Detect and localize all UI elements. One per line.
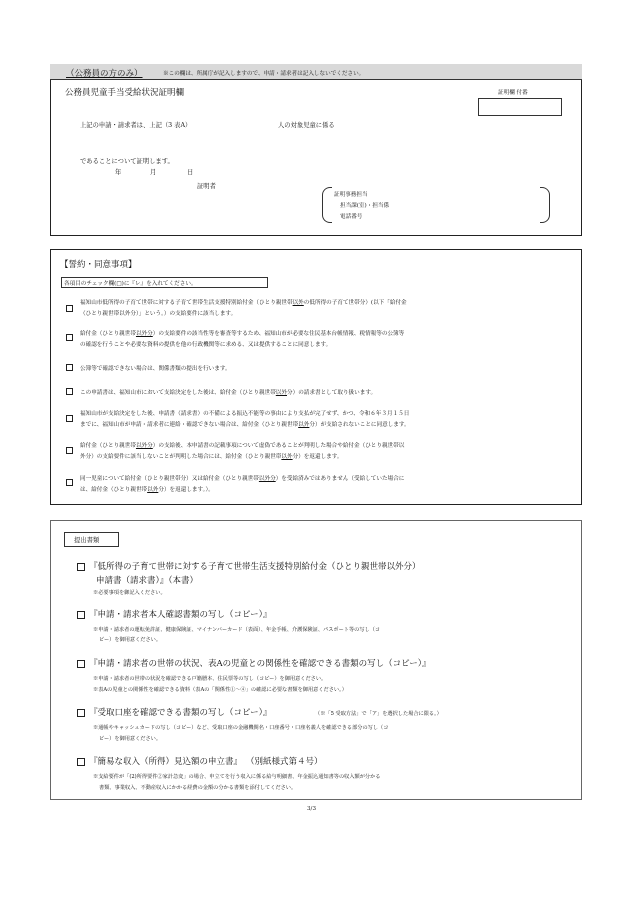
document-checkbox-1[interactable] — [77, 563, 85, 571]
contact-phone: 電話番号 — [340, 214, 363, 220]
document-4-title: 『受取口座を確認できる書類の写し（コピー）』 — [89, 708, 272, 718]
consent-item-7-line2: は、給付金（ひとり親世帯以外分）を返還します。）。 — [80, 487, 214, 493]
official-header-note: ※この欄は、所属庁が記入しますので、申請・請求者は記入しないでください。 — [163, 71, 365, 77]
document-3-note1: ※申請・請求者の世帯の状況を確認できる戸籍謄本、住民票等の写し（コピー）を御用意ください。 — [93, 676, 327, 682]
consent-checkbox-1[interactable] — [66, 305, 73, 312]
page-number: 3/3 — [307, 806, 317, 812]
consent-item-5-line1: 福知山市が支給決定をした後、申請書（請求書）の不備による振込不能等の事由により支払が完了せず、かつ、令和６年３月１５日 — [80, 411, 410, 417]
consent-checkbox-4[interactable] — [66, 388, 73, 395]
date-day-label: 日 — [187, 169, 194, 176]
contact-dept: 担当課(室)・担当係 — [340, 203, 390, 209]
official-header-label: （公務員の方のみ） — [66, 69, 143, 79]
document-3-title: 『申請・請求者の世帯の状況、表Aの児童との関係性を確認できる書類の写し（コピー）』 — [89, 659, 431, 669]
contact-bracket-right — [540, 187, 550, 223]
document-5-title: 『簡易な収入（所得）見込額の申立書』 — [89, 757, 243, 767]
document-4-title-note: （※「5 受取方法」で「ア」を選択した場合に限る。） — [315, 711, 442, 717]
date-year-label: 年 — [115, 169, 122, 176]
consent-checkbox-2[interactable] — [66, 334, 73, 341]
consent-checkbox-6[interactable] — [66, 447, 73, 454]
document-checkbox-4[interactable] — [77, 709, 85, 717]
document-5-title-note: （別紙様式第４号） — [246, 757, 323, 767]
document-2-title: 『申請・請求者本人確認書類の写し（コピー）』 — [89, 610, 272, 620]
consent-instruction: 各項目のチェック欄(□)に『レ』を入れてください。 — [64, 281, 197, 287]
consent-checkbox-3[interactable] — [66, 364, 73, 371]
document-5-note2: 書類、事業収入、不動産収入にかかる経費の金額の分かる書類を添付してください。 — [99, 785, 297, 791]
consent-item-6-line2: 外分）の支給要件に該当しないことが判明した場合には、給付金（ひとり親世帯以外分）を返還します。 — [80, 454, 343, 460]
official-title: 公務員児童手当受給状況証明欄 — [65, 88, 185, 98]
document-4-note1: ※通帳やキャッシュカードの写し（コピー）など、受取口座の金融機関名・口座番号・口座名義人を確認できる部分の写し（コ — [93, 725, 389, 731]
document-1-note: ※必要事項を御記入ください。 — [93, 590, 166, 596]
document-1-title2: 申請書（請求書）』（本書） — [96, 576, 199, 586]
document-2-note1: ※申請・請求者の運転免許証、健康保険証、マイナンバーカード（表面）、年金手帳、介護保険証、パスポート等の写し（コ — [93, 627, 381, 633]
document-checkbox-5[interactable] — [77, 758, 85, 766]
document-2-note2: ピー）を御用意ください。 — [99, 637, 162, 643]
consent-checkbox-5[interactable] — [66, 415, 73, 422]
contact-title: 証明事務担当 — [334, 192, 368, 198]
consent-item-7-line1: 同一児童について給付金（ひとり親世帯分）又は給付金（ひとり親世帯以外分）を受給済みではありません（受給していた場合に — [80, 476, 405, 482]
consent-item-1-line1: 福知山市低所得の子育て世帯に対する子育て世帯生活支援特別給付金（ひとり親世帯以外の低所得の子育て世帯分）(以下「給付金 — [80, 300, 407, 306]
consent-item-4-line1: この申請書は、福知山市において支給決定をした後は、給付金（ひとり親世帯以外分）の請求書として取り扱います。 — [80, 390, 377, 396]
documents-title: 提出書類 — [74, 537, 100, 544]
document-checkbox-2[interactable] — [77, 611, 85, 619]
document-5-note1: ※支給要件が「(2)所得要件②家計急変」の場合、申立てを行う収入に係る給与明細書、年金振込通知書等の収入額が分かる — [93, 774, 381, 780]
consent-item-3-line1: 公簿等で確認できない場合は、関係書類の提出を行います。 — [80, 366, 231, 372]
document-1-title: 『低所得の子育て世帯に対する子育て世帯生活支援特別給付金（ひとり親世帯以外分） — [89, 562, 421, 572]
consent-item-1-line2: （ひとり親世帯以外分）」という。）の支給要件に該当します。 — [80, 311, 237, 317]
document-4-note2: ピー）を御用意ください。 — [99, 736, 162, 742]
document-3-note2: ※表Aの児童との関係性を確認できる資料（表Aの「関係性①～④」の確認に必要な書類を御用意ください。） — [93, 687, 347, 693]
consent-item-5-line2: までに、福知山市が申請・請求者に連絡・確認できない場合は、給付金（ひとり親世帯以外分）が支給されないことに同意します。 — [80, 422, 410, 428]
cert-number-label: 証明欄 付番 — [498, 90, 528, 96]
certifier-label: 証明者 — [197, 183, 216, 190]
contact-bracket-left — [322, 187, 332, 223]
cert-number-field[interactable] — [478, 98, 562, 116]
official-line1-prefix: 上記の申請・請求者は、上記（3 表A） — [80, 122, 192, 129]
official-line1-suffix: 人の対象児童に係る — [278, 122, 335, 129]
document-checkbox-3[interactable] — [77, 660, 85, 668]
consent-item-2-line1: 給付金（ひとり親世帯以外分）の支給要件の該当性等を審査等するため、福知山市が必要な住民基本台帳情報、税情報等の公簿等 — [80, 331, 405, 337]
consent-checkbox-7[interactable] — [66, 479, 73, 486]
consent-item-2-line2: の確認を行うことや必要な資料の提供を他の行政機関等に求める、又は提供することに同意します。 — [80, 342, 332, 348]
consent-title: 【誓約・同意事項】 — [60, 260, 137, 270]
official-line2: であることについて証明します。 — [80, 158, 174, 165]
consent-item-6-line1: 給付金（ひとり親世帯以外分）の支給後、本申請書の記載事項について虚偽であることが判明した場合や給付金（ひとり親世帯以 — [80, 443, 405, 449]
date-month-label: 月 — [150, 169, 157, 176]
